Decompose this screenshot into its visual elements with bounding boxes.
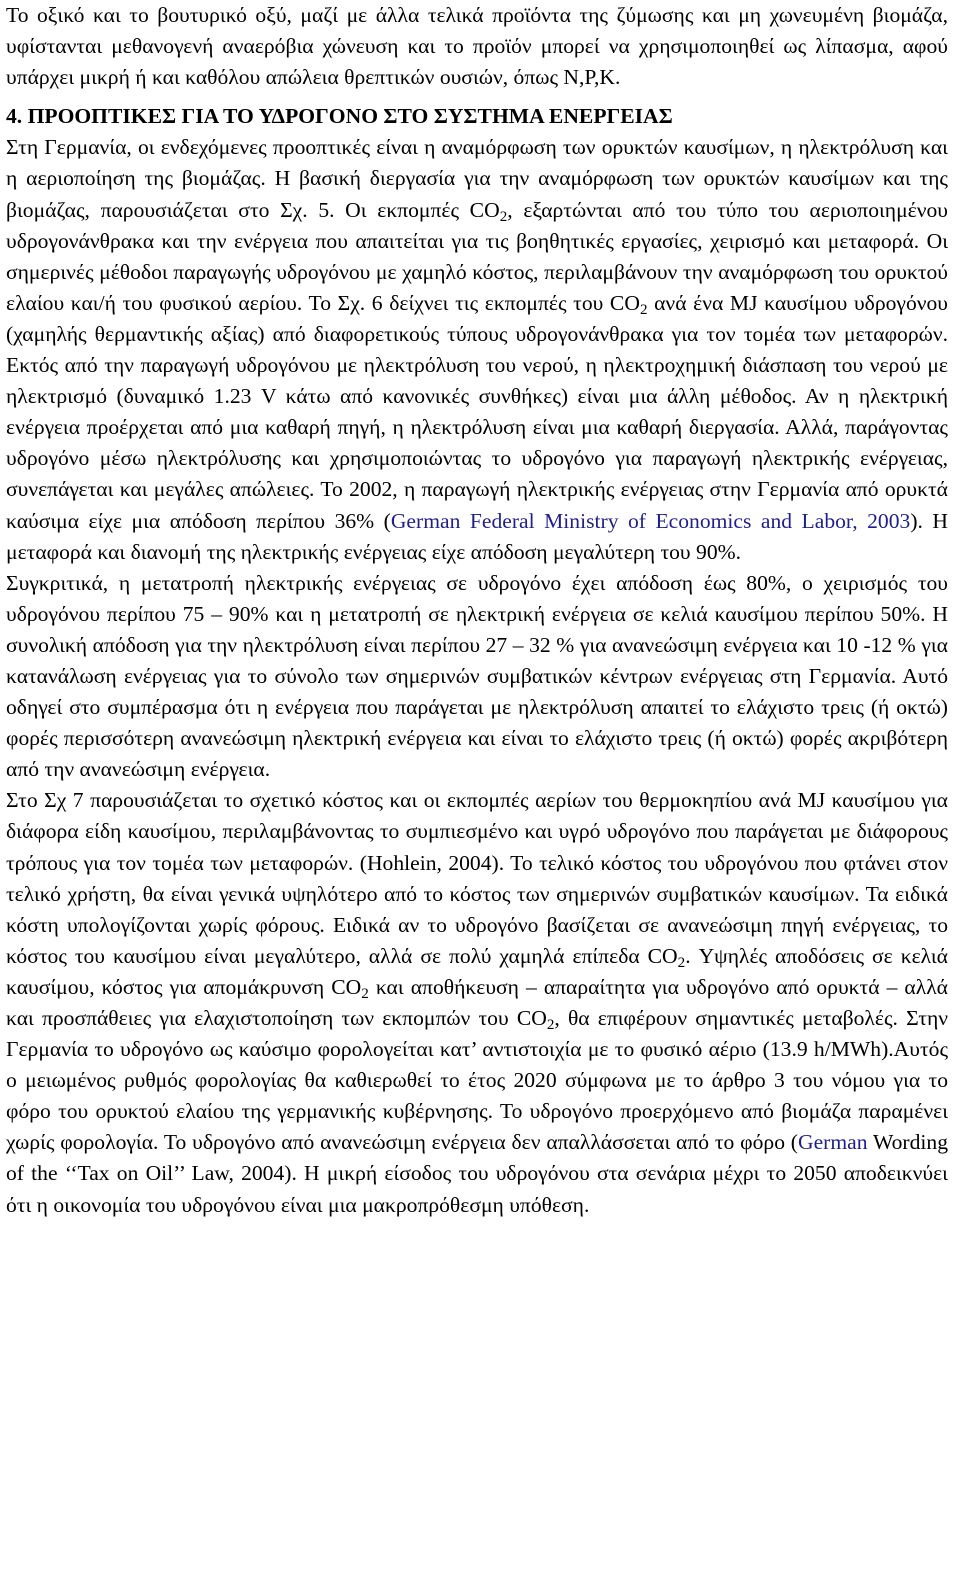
text-run: ). Η μεταφορά και διανομή της ηλεκτρικής ενέργειας είχε απόδοση μεγαλύτερη του 90%. [6,508,948,564]
text-run: , θα επιφέρουν σημαντικές μεταβολές. Στην Γερμανία το υδρογόνο ως καύσιμο φορολογείται κατ’ αντιστοιχία με το φυσικό αέριο (13.9 h/MWh).Αυτός ο μειωμένος ρυθμός φορολογίας θα καθιερωθεί το έτος 2020 σύμφωνα με το άρθρο 3 του νόμου για το φόρο του ορυκτού ελαίου της γερμανικής κυβέρνησης. Το υδρογόνο προερχόμενο από βιομάζα παραμένει χωρίς φορολογία. Το υδρογόνο από ανανεώσιμη ενέργεια δεν απαλλάσσεται από το φόρο ( [6,1006,948,1155]
paragraph-intro: Το οξικό και το βουτυρικό οξύ, μαζί με άλλα τελικά προϊόντα της ζύμωσης και μη χωνευμένη βιομάζα, υφίστανται μεθανογενή αναερόβια χώνευση και το προϊόν μπορεί να χρησιμοποιηθεί ως λίπασμα, αφού υπάρχει μικρή ή και καθόλου απώλεια θρεπτικών ουσιών, όπως N,P,K. [6,3,948,90]
text-run: και αποθήκευση – απαραίτητα για υδρογόνο από ορυκτά – αλλά και προσπάθειες για ελαχιστοποίηση των εκπομπών του CO [6,974,948,1030]
subscript: 2 [639,302,648,319]
text-run: ανά ένα MJ καυσίμου υδρογόνου (χαμηλής θερμαντικής αξίας) από διαφορετικούς τύπους υδρογονάνθρακα για τον τομέα των μεταφορών. Εκτός από την παραγωγή υδρογόνου με ηλεκτρόλυση του νερού, η ηλεκτροχημική διάσπαση του νερού με ηλεκτρισμό (δυναμικό 1.23 V κάτω από κανονικές συνθήκες) είναι μια άλλη μέθοδος. Αν η ηλεκτρική ενέργεια προέρχεται από μια καθαρή πηγή, η ηλεκτρόλυση είναι μια καθαρή διεργασία. Αλλά, παράγοντας υδρογόνο μέσω ηλεκτρόλυσης και χρησιμοποιώντας το υδρογόνο για παραγωγή ηλεκτρικής ενέργειας, συνεπάγεται και μεγάλες απώλειες. Το 2002, η παραγωγή ηλεκτρικής ενέργειας στην Γερμανία από ορυκτά καύσιμα είχε μια απόδοση περίπου 36% ( [6,290,948,533]
text-run: , εξαρτώνται από του τύπο του αεριοποιημένου υδρογονάνθρακα και την ενέργεια που απαιτείται για τις βοηθητικές εργασίες, χειρισμό και μεταφορά. Οι σημερινές μέθοδοι παραγωγής υδρογόνου με χαμηλό κόστος, περιλαμβάνουν την αναμόρφωση του ορυκτού ελαίου και/ή του φυσικού αερίου. Το Σχ. 6 δείχνει τις εκπομπές του CO [6,197,948,315]
subscript: 2 [546,1017,555,1034]
text-run: . Υψηλές αποδόσεις σε κελιά καυσίμου, κόστος για απομάκρυνση CO [6,943,948,999]
subscript: 2 [677,955,686,972]
paragraph-efficiency: Συγκριτικά, η μετατροπή ηλεκτρικής ενέργειας σε υδρογόνο έχει απόδοση έως 80%, ο χειρισμός του υδρογόνου περίπου 75 – 90% και η μετατροπή σε ηλεκτρική ενέργεια σε κελιά καυσίμου περίπου 50%. Η συνολική απόδοση για την ηλεκτρόλυση είναι περίπου 27 – 32 % για ανανεώσιμη ενέργεια και 10 -12 % για κατανάλωση ενέργειας για το σύνολο των σημερινών συμβατικών κέντρων ενέργειας στη Γερμανία. Αυτό οδηγεί στο συμπέρασμα ότι η ενέργεια που παράγεται με ηλεκτρόλυση απαιτεί το ελάχιστο τρεις (ή οκτώ) φορές περισσότερη ανανεώσιμη ηλεκτρική ενέργεια και είναι το ελάχιστο τρεις (ή οκτώ) φορές ακριβότερη από την ανανεώσιμη ενέργεια. [6,570,948,782]
reference-link[interactable]: German Federal Ministry of Economics and Labor, 2003 [390,508,911,533]
subscript: 2 [499,208,508,225]
paragraph-cost-emissions [6,785,948,1220]
section-heading: 4. ΠΡΟΟΠΤΙΚΕΣ ΓΙΑ ΤΟ ΥΔΡΟΓΟΝΟ ΣΤΟ ΣΥΣΤΗΜΑ ΕΝΕΡΓΕΙΑΣ [6,104,673,129]
subscript: 2 [361,986,369,1003]
text-run: Στο Σχ 7 παρουσιάζεται το σχετικό κόστος και οι εκπομπές αερίων του θερμοκηπίου ανά MJ καυσίμου για διάφορα είδη καυσίμου, περιλαμβάνοντας το συμπιεσμένο και υγρό υδρογόνο που παράγεται με διάφορους τρόπους για τον τομέα των μεταφορών. (Hohlein, 2004). Το τελικό κόστος του υδρογόνου που φτάνει στον τελικό χρήστη, θα είναι γενικά υψηλότερο από το κόστος των σημερινών συμβατικών καυσίμων. Τα ειδικά κόστη υπολογίζονται χωρίς φόρους. Ειδικά αν το υδρογόνο βασίζεται σε ανανεώσιμη πηγή ενέργειας, το κόστος του καυσίμου είναι μεγαλύτερο, αλλά σε πολύ χαμηλά επίπεδα CO [6,788,948,968]
reference-link[interactable]: German [797,1130,868,1155]
text-run: Wording of the ‘‘Tax on Oil’’ Law, 2004). Η μικρή είσοδος του υδρογόνου στα σενάρια μέχρι το 2050 αποδεικνύει ότι η οικονομία του υδρογόνου είναι μια μακροπρόθεσμη υπόθεση. [6,1130,948,1217]
text-run: Στη Γερμανία, οι ενδεχόμενες προοπτικές είναι η αναμόρφωση των ορυκτών καυσίμων, η ηλεκτρόλυση και η αεριοποίηση της βιομάζας. Η βασική διεργασία για την αναμόρφωση των ορυκτών καυσίμων και της βιομάζας, παρουσιάζεται στο Σχ. 5. Οι εκπομπές CO [6,135,948,222]
paragraph-hydrogen-germany [6,132,948,567]
